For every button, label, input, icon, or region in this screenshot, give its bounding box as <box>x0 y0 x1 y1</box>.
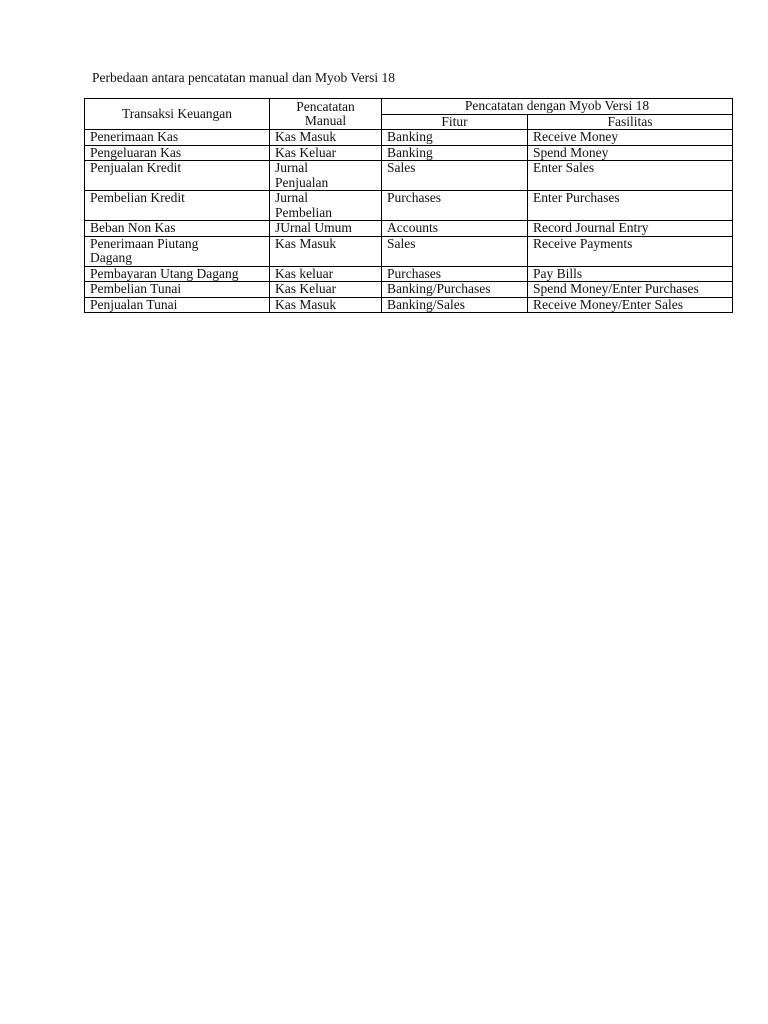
cell-manual-line: Kas Masuk <box>275 236 337 251</box>
cell-fitur: Sales <box>382 236 528 266</box>
cell-transaksi <box>85 145 270 161</box>
cell-transaksi-line: Penjualan Kredit <box>90 160 182 175</box>
cell-fitur: Banking/Sales <box>382 297 528 313</box>
cell-transaksi-line: Penerimaan Piutang <box>90 236 199 251</box>
cell-manual <box>270 297 382 313</box>
comparison-table <box>84 98 733 313</box>
cell-manual-line: Kas Masuk <box>275 297 337 312</box>
cell-fasilitas: Enter Sales <box>528 161 733 191</box>
cell-fasilitas: Spend Money/Enter Purchases <box>528 282 733 298</box>
cell-fitur: Accounts <box>382 221 528 237</box>
cell-manual <box>270 130 382 146</box>
cell-transaksi <box>85 130 270 146</box>
cell-fitur: Banking/Purchases <box>382 282 528 298</box>
cell-manual <box>270 191 382 221</box>
cell-transaksi-line: Penjualan Tunai <box>90 297 178 312</box>
table-header <box>85 99 733 130</box>
cell-manual-line: JUrnal Umum <box>275 220 352 235</box>
cell-manual <box>270 236 382 266</box>
header-fasilitas: Fasilitas <box>528 114 733 130</box>
cell-manual-line: Kas Keluar <box>275 281 337 296</box>
header-pencatatan-manual <box>270 99 382 130</box>
cell-manual-line: Kas Keluar <box>275 145 337 160</box>
cell-fasilitas: Receive Money <box>528 130 733 146</box>
cell-manual <box>270 266 382 282</box>
table-row <box>85 282 733 298</box>
cell-fasilitas: Pay Bills <box>528 266 733 282</box>
table-row <box>85 266 733 282</box>
header-fitur: Fitur <box>382 114 528 130</box>
table-row <box>85 130 733 146</box>
cell-transaksi <box>85 297 270 313</box>
cell-manual-line: Penjualan <box>275 174 329 190</box>
cell-fitur: Purchases <box>382 191 528 221</box>
cell-manual-line: Jurnal <box>275 190 308 205</box>
cell-transaksi-line: Penerimaan Kas <box>90 129 179 144</box>
table-row <box>85 221 733 237</box>
table-row <box>85 297 733 313</box>
cell-transaksi-line: Pembelian Kredit <box>90 190 185 205</box>
cell-manual-line: Jurnal <box>275 160 308 175</box>
header-transaksi-keuangan: Transaksi Keuangan <box>85 99 270 130</box>
cell-transaksi <box>85 161 270 191</box>
cell-transaksi-line: Dagang <box>90 250 132 265</box>
table-row <box>85 145 733 161</box>
cell-fasilitas: Record Journal Entry <box>528 221 733 237</box>
header-manual-line2: Manual <box>304 113 347 128</box>
cell-transaksi <box>85 266 270 282</box>
cell-fitur: Banking <box>382 145 528 161</box>
cell-fasilitas: Enter Purchases <box>528 191 733 221</box>
table-row <box>85 161 733 191</box>
cell-fasilitas: Spend Money <box>528 145 733 161</box>
cell-manual-line: Kas Masuk <box>275 129 337 144</box>
cell-transaksi-line: Beban Non Kas <box>90 220 176 235</box>
cell-transaksi-line: Pembelian Tunai <box>90 281 182 296</box>
cell-transaksi-line: Pengeluaran Kas <box>90 145 182 160</box>
cell-manual <box>270 161 382 191</box>
cell-transaksi-line: Pembayaran Utang Dagang <box>90 266 239 281</box>
cell-manual <box>270 145 382 161</box>
cell-manual <box>270 282 382 298</box>
cell-fasilitas: Receive Payments <box>528 236 733 266</box>
cell-manual <box>270 221 382 237</box>
page-title: Perbedaan antara pencatatan manual dan Myob Versi 18 <box>92 70 396 85</box>
cell-manual-line: Pembelian <box>275 204 332 220</box>
cell-fitur: Purchases <box>382 266 528 282</box>
table-body <box>85 130 733 313</box>
cell-fitur: Banking <box>382 130 528 146</box>
table-row <box>85 236 733 266</box>
header-pencatatan-myob: Pencatatan dengan Myob Versi 18 <box>382 99 733 115</box>
cell-transaksi <box>85 191 270 221</box>
header-row-top <box>85 99 733 115</box>
cell-manual-line: Kas keluar <box>275 266 334 281</box>
table-row <box>85 191 733 221</box>
cell-transaksi <box>85 221 270 237</box>
cell-transaksi <box>85 282 270 298</box>
cell-fasilitas: Receive Money/Enter Sales <box>528 297 733 313</box>
cell-transaksi <box>85 236 270 266</box>
header-manual-line1: Pencatatan <box>296 98 355 114</box>
cell-fitur: Sales <box>382 161 528 191</box>
